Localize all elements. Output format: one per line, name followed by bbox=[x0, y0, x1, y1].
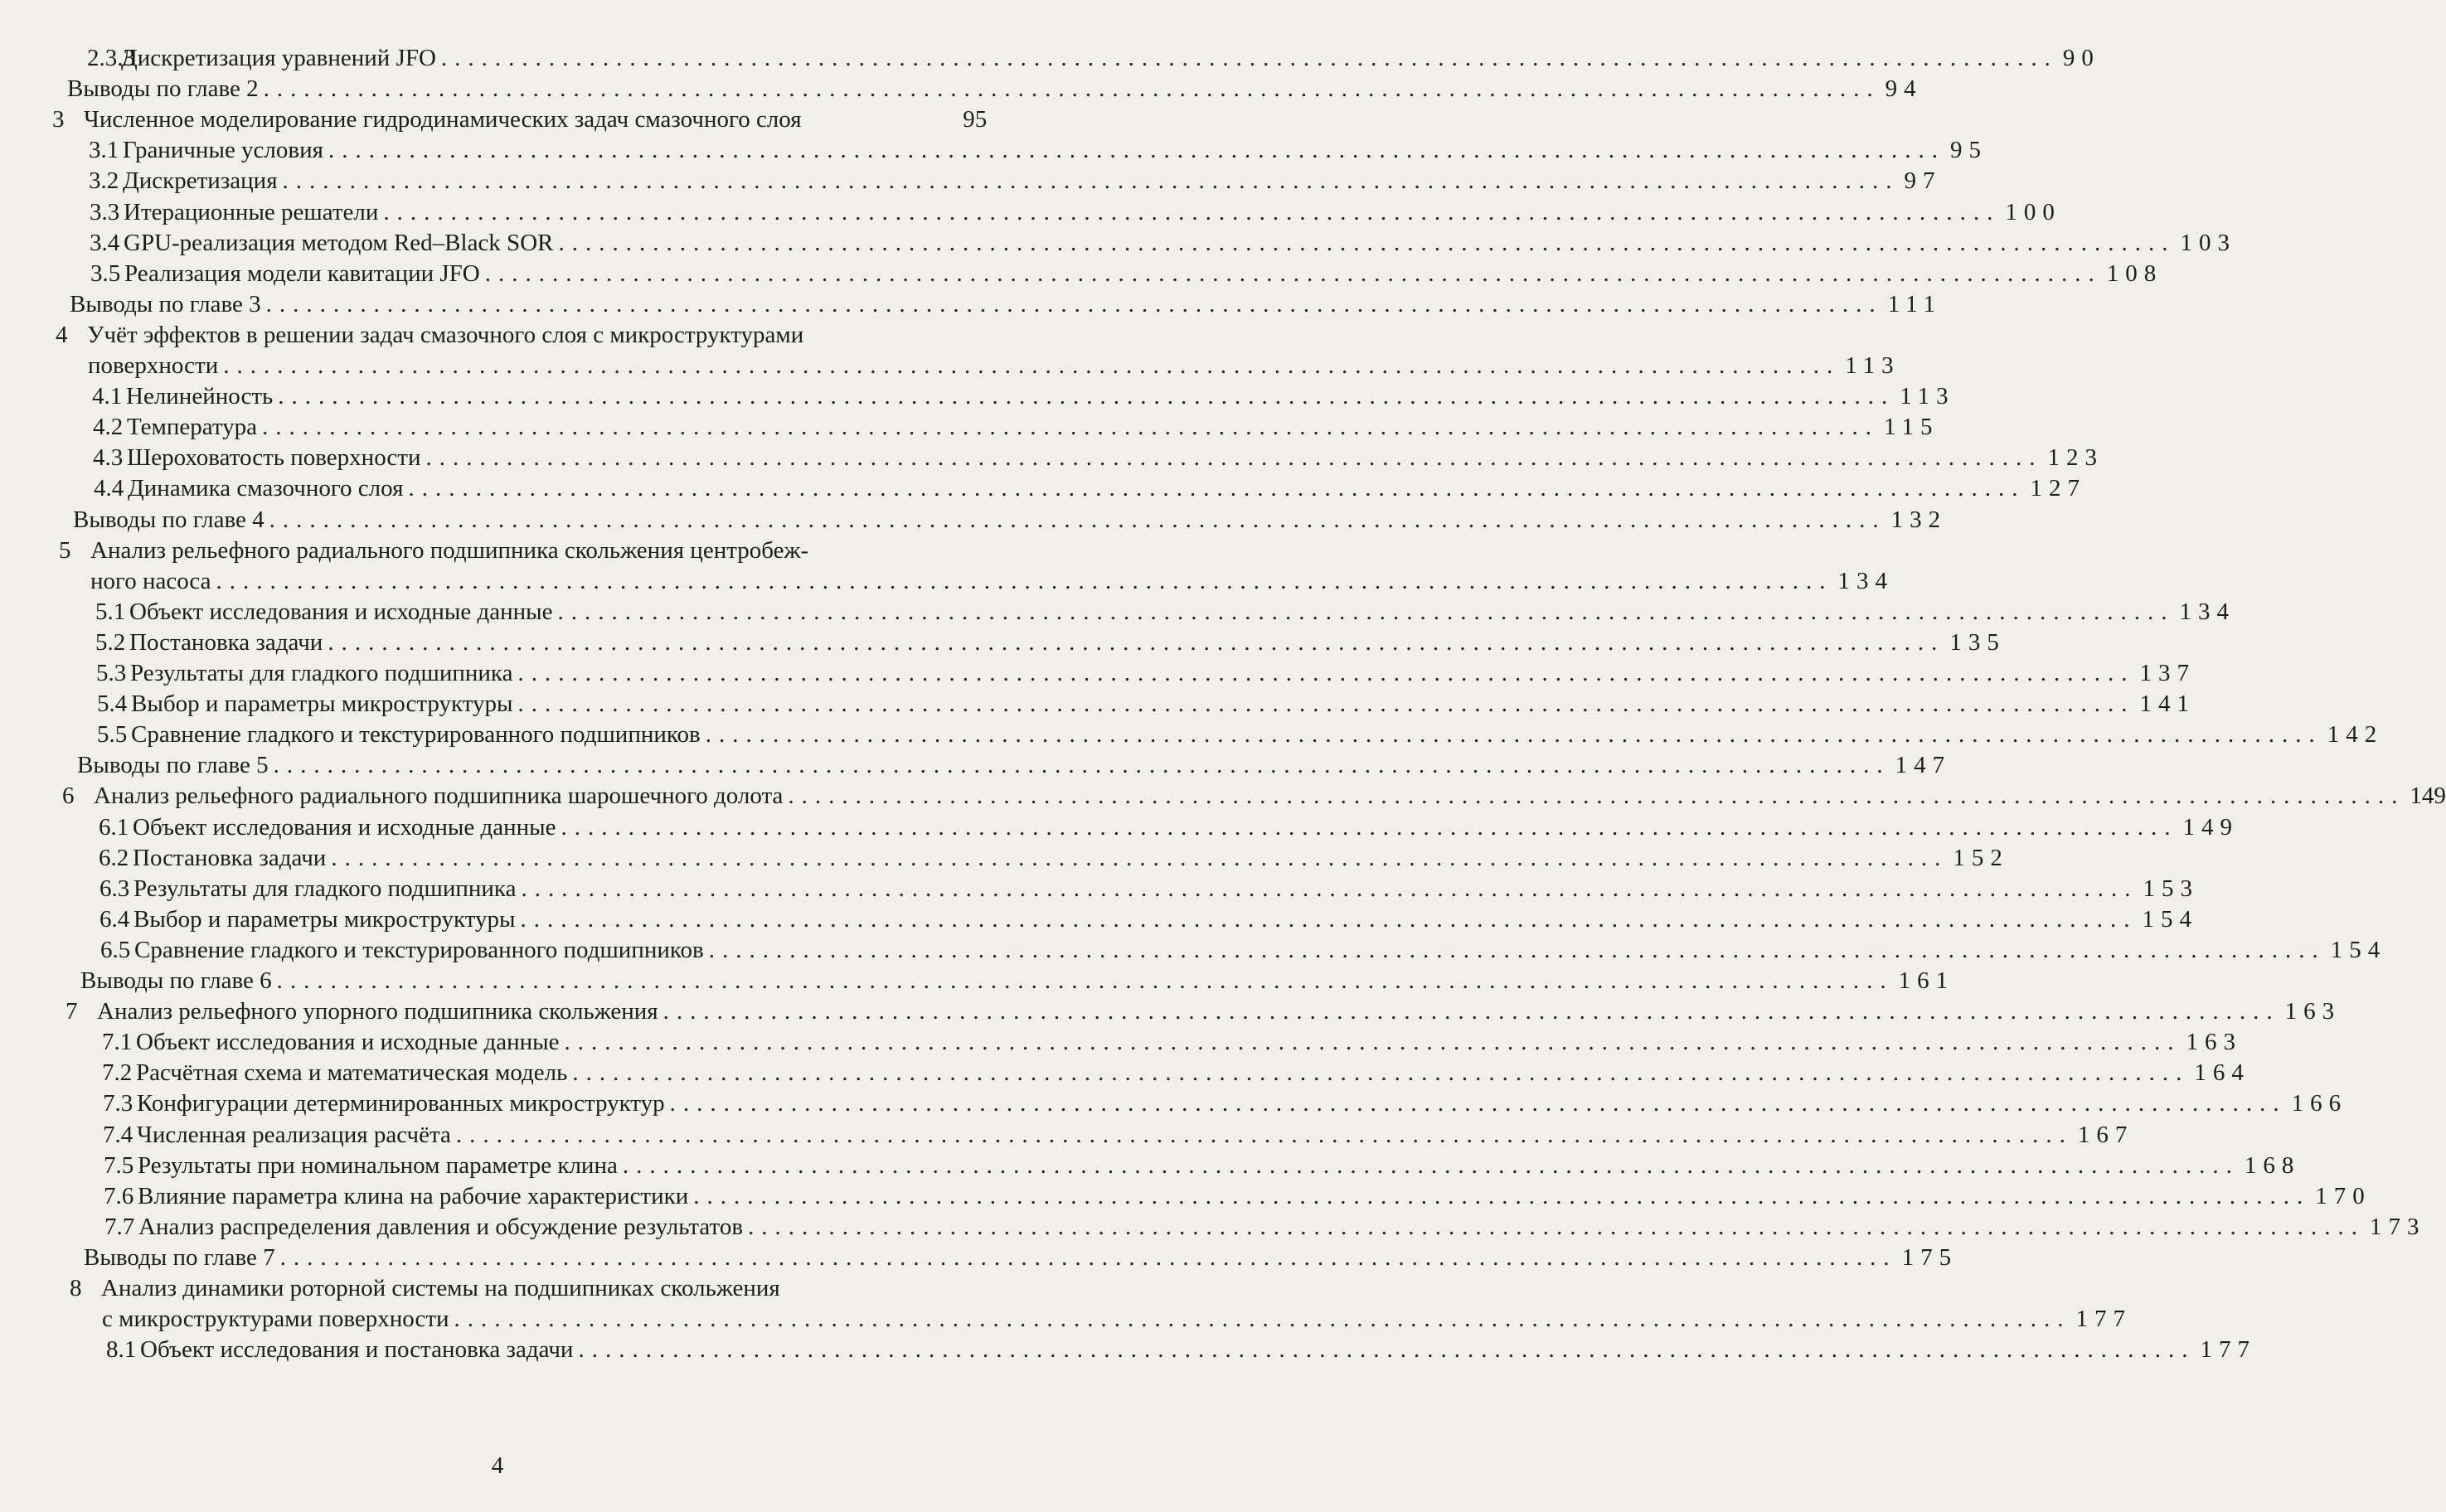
toc-entry-title: Постановка задачи bbox=[129, 628, 323, 656]
toc-entry-title: Выводы по главе 4 bbox=[73, 506, 264, 533]
toc-conclusion-entry bbox=[0, 72, 1923, 103]
toc-dot-leader: ........................................................................................................................ bbox=[578, 1336, 2196, 1364]
toc-dot-leader: ........................................................................................................................ bbox=[693, 1182, 2311, 1209]
toc-entry-page: 113 bbox=[1900, 383, 1955, 410]
toc-dot-leader: ........................................................................................................................ bbox=[705, 721, 2322, 749]
toc-entry-title: Граничные условия bbox=[123, 137, 323, 164]
toc-entry-page: 123 bbox=[2047, 444, 2104, 472]
toc-entry-page: 163 bbox=[2284, 998, 2342, 1025]
toc-entry-title: Выводы по главе 2 bbox=[67, 75, 259, 103]
toc-conclusion-entry bbox=[0, 288, 1943, 318]
toc-entry-title: Сравнение гладкого и текстурированного подшипников bbox=[134, 936, 704, 963]
toc-entry-number: 6.4 bbox=[99, 905, 130, 933]
toc-chapter-entry bbox=[0, 534, 1895, 595]
toc-entry-number: 3.1 bbox=[89, 137, 119, 164]
toc-section-entry bbox=[0, 257, 2163, 288]
toc-entry-title: Выводы по главе 6 bbox=[80, 967, 272, 994]
toc-entry-title: Выводы по главе 7 bbox=[84, 1243, 275, 1271]
toc-entry-title-continuation: с микроструктурами поверхности bbox=[102, 1306, 449, 1333]
toc-entry-title: Объект исследования и исходные данные bbox=[133, 813, 556, 841]
toc-entry-number: 4 bbox=[56, 321, 68, 348]
toc-entry-number: 5.1 bbox=[95, 598, 126, 625]
toc-entry-page: 166 bbox=[2291, 1090, 2348, 1117]
toc-entry-number: 3.4 bbox=[90, 229, 120, 256]
toc-entry-number: 4.2 bbox=[93, 414, 124, 441]
toc-entry-page: 168 bbox=[2244, 1151, 2301, 1179]
toc-conclusion-entry bbox=[0, 749, 1952, 779]
toc-dot-leader: ........................................................................................................................ bbox=[455, 1121, 2073, 1148]
toc-entry-number: 4.4 bbox=[94, 475, 124, 502]
toc-chapter-entry bbox=[0, 1272, 2133, 1333]
toc-entry-number: 7.2 bbox=[102, 1059, 133, 1087]
toc-entry-title: Динамика смазочного слоя bbox=[128, 475, 404, 502]
toc-entry-number: 4.1 bbox=[92, 383, 123, 410]
toc-entry-number: 6.3 bbox=[99, 875, 130, 902]
toc-section-entry bbox=[0, 933, 2387, 964]
toc-dot-leader: ........................................................................................................................ bbox=[273, 752, 1890, 779]
toc-entry-number: 3.2 bbox=[89, 167, 119, 195]
toc-dot-leader: ........................................................................................................................ bbox=[278, 383, 1895, 410]
toc-entry-number: 7.3 bbox=[103, 1090, 133, 1117]
toc-entry-number: 3 bbox=[52, 106, 65, 133]
toc-entry-number: 5 bbox=[59, 536, 71, 564]
toc-entry-title: Анализ рельефного радиального подшипника скольжения центробеж- bbox=[90, 536, 809, 564]
toc-entry-title: Результаты для гладкого подшипника bbox=[133, 875, 517, 902]
toc-entry-title: Численная реализация расчёта bbox=[137, 1121, 451, 1148]
toc-chapter-entry bbox=[0, 318, 1900, 380]
toc-entry-title: Постановка задачи bbox=[133, 844, 327, 871]
toc-entry-page: 147 bbox=[1895, 752, 1952, 779]
toc-entry-title: Анализ динамики роторной системы на подшипниках скольжения bbox=[101, 1275, 780, 1301]
toc-entry-number: 5.4 bbox=[97, 691, 128, 718]
toc-entry-number: 6 bbox=[62, 783, 75, 810]
toc-entry-title: Выбор и параметры микроструктуры bbox=[131, 691, 513, 718]
toc-entry-title: Влияние параметра клина на рабочие характеристики bbox=[138, 1182, 689, 1209]
toc-entry-title-continuation: поверхности bbox=[88, 351, 219, 379]
toc-entry-title: Выводы по главе 3 bbox=[70, 290, 261, 317]
toc-section-entry bbox=[0, 626, 2006, 657]
toc-section-entry bbox=[0, 1333, 2256, 1364]
toc-entry-title: Выводы по главе 5 bbox=[77, 752, 269, 779]
toc-entry-title: Объект исследования и постановка задачи bbox=[140, 1336, 574, 1364]
toc-section-entry bbox=[0, 1087, 2348, 1117]
toc-entry-title: Нелинейность bbox=[126, 383, 274, 410]
toc-entry-page: 161 bbox=[1898, 967, 1955, 994]
toc-dot-leader: ........................................................................................................................ bbox=[748, 1213, 2366, 1240]
toc-entry-page: 115 bbox=[1884, 414, 1939, 441]
toc-dot-leader: ........................................................................................................................ bbox=[662, 998, 2280, 1025]
toc-section-entry bbox=[0, 196, 2061, 226]
toc-entry-title: Расчётная схема и математическая модель bbox=[136, 1059, 568, 1087]
toc-section-entry bbox=[0, 811, 2240, 841]
toc-dot-leader: ........................................................................................................................ bbox=[282, 167, 1900, 195]
toc-entry-title: GPU-реализация методом Red–Black SOR bbox=[124, 229, 554, 256]
toc-dot-leader: ........................................................................................................................ bbox=[331, 844, 1949, 871]
toc-section-entry bbox=[0, 380, 1955, 410]
toc-section-entry bbox=[0, 903, 2199, 933]
toc-dot-leader: ........................................................................................................................ bbox=[561, 813, 2178, 841]
toc-entry-title: Температура bbox=[127, 414, 258, 441]
toc-entry-page: 95 bbox=[963, 106, 988, 133]
toc-entry-page: 173 bbox=[2370, 1213, 2426, 1240]
toc-entry-title: Выбор и параметры микроструктуры bbox=[133, 905, 516, 933]
toc-section-entry bbox=[0, 226, 2236, 257]
toc-entry-page: 154 bbox=[2142, 905, 2199, 933]
toc-section-entry bbox=[0, 687, 2196, 718]
toc-dot-leader: ........................................................................................................................ bbox=[328, 628, 1945, 656]
toc-entry-number: 7.4 bbox=[103, 1121, 133, 1148]
toc-entry-number: 7.1 bbox=[102, 1029, 133, 1056]
toc-section-entry bbox=[0, 472, 2086, 502]
toc-conclusion-entry bbox=[0, 503, 1948, 534]
toc-entry-title: Дискретизация уравнений JFO bbox=[121, 45, 436, 71]
toc-section-entry bbox=[0, 1025, 2243, 1056]
toc-entry-page: 134 bbox=[1837, 567, 1895, 594]
toc-entry-page: 103 bbox=[2180, 229, 2236, 256]
toc-entry-page: 141 bbox=[2139, 691, 2196, 718]
toc-entry-title: Численное моделирование гидродинамических задач смазочного слоя bbox=[84, 106, 802, 133]
toc-section-entry bbox=[0, 133, 1987, 164]
toc-section-entry bbox=[0, 595, 2236, 626]
toc-entry-number: 8 bbox=[70, 1275, 82, 1301]
toc-dot-leader: ........................................................................................................................ bbox=[520, 905, 2138, 933]
toc-entry-page: 177 bbox=[2200, 1336, 2256, 1364]
toc-dot-leader: ........................................................................................................................ bbox=[572, 1059, 2190, 1087]
toc-section-entry bbox=[0, 841, 2009, 872]
toc-chapter-entry bbox=[0, 103, 995, 133]
toc-entry-number: 8.1 bbox=[106, 1336, 137, 1364]
toc-entry-title: Объект исследования и исходные данные bbox=[136, 1029, 560, 1056]
toc-dot-leader: ........................................................................................................................ bbox=[557, 598, 2175, 625]
toc-entry-number: 6.2 bbox=[99, 844, 129, 871]
toc-entry-title: Конфигурации детерминированных микроструктур bbox=[137, 1090, 665, 1117]
toc-section-entry bbox=[0, 1118, 2134, 1149]
toc-dot-leader: ........................................................................................................................ bbox=[279, 1243, 1897, 1271]
toc-entry-page: 177 bbox=[2075, 1306, 2133, 1333]
toc-dot-leader: ........................................................................................................................ bbox=[517, 660, 2135, 686]
toc-entry-page: 90 bbox=[2062, 45, 2100, 71]
toc-section-entry bbox=[0, 657, 2196, 687]
toc-dot-leader: ........................................................................................................................ bbox=[328, 137, 1945, 164]
toc-dot-leader: ........................................................................................................................ bbox=[276, 967, 1894, 994]
toc-dot-leader: ........................................................................................................................ bbox=[788, 783, 2405, 810]
toc-entry-number: 5.2 bbox=[95, 628, 126, 656]
toc-entry-page: 127 bbox=[2030, 475, 2086, 502]
toc-dot-leader: ........................................................................................................................ bbox=[517, 691, 2135, 718]
toc-section-entry bbox=[0, 1180, 2371, 1210]
toc-entry-title: Анализ рельефного радиального подшипника шарошечного долота bbox=[94, 783, 784, 810]
toc-entry-page: 154 bbox=[2330, 936, 2387, 963]
toc-conclusion-entry bbox=[0, 964, 1955, 995]
toc-entry-number: 6.5 bbox=[100, 936, 131, 963]
toc-dot-leader: ........................................................................................................................ bbox=[425, 444, 2043, 472]
toc-entry-title: Дискретизация bbox=[123, 167, 278, 195]
toc-dot-leader: ........................................................................................................................ bbox=[669, 1090, 2287, 1117]
toc-entry-page: 170 bbox=[2315, 1182, 2371, 1209]
toc-entry-number: 7.6 bbox=[104, 1182, 134, 1209]
toc-dot-leader: ........................................................................................................................ bbox=[263, 75, 1881, 103]
toc-entry-page: 163 bbox=[2186, 1029, 2243, 1056]
toc-entry-title: Анализ рельефного упорного подшипника скольжения bbox=[97, 998, 658, 1025]
toc-entry-page: 149 bbox=[2182, 813, 2240, 841]
toc-entry-page: 135 bbox=[1949, 628, 2006, 656]
toc-dot-leader: ........................................................................................................................ bbox=[216, 567, 1833, 594]
toc-entry-title-continuation: ного насоса bbox=[90, 567, 211, 594]
toc-entry-page: 108 bbox=[2106, 259, 2163, 287]
toc-dot-leader: ........................................................................................................................ bbox=[383, 198, 2001, 225]
toc-section-entry bbox=[0, 1210, 2426, 1241]
toc-entry-page: 113 bbox=[1845, 351, 1900, 379]
toc-entry-number: 4.3 bbox=[93, 444, 124, 472]
toc-entry-page: 164 bbox=[2194, 1059, 2250, 1087]
toc-entry-title: Реализация модели кавитации JFO bbox=[124, 259, 480, 287]
toc-entry-number: 6.1 bbox=[99, 813, 129, 841]
toc-entry-page: 153 bbox=[2143, 875, 2199, 902]
toc-dot-leader: ........................................................................................................................ bbox=[564, 1029, 2182, 1056]
toc-chapter-entry bbox=[0, 995, 2342, 1025]
toc-entry-page: 94 bbox=[1885, 75, 1923, 103]
toc-dot-leader: ........................................................................................................................ bbox=[269, 506, 1886, 533]
toc-dot-leader: ........................................................................................................................ bbox=[440, 45, 2058, 71]
toc-entry-page: 142 bbox=[2327, 721, 2384, 749]
toc-section-entry bbox=[0, 164, 1942, 195]
toc-section-entry bbox=[0, 1056, 2250, 1087]
toc-entry-number: 5.3 bbox=[96, 660, 127, 686]
toc-entry-number: 3.5 bbox=[90, 259, 121, 287]
toc-entry-title: Итерационные решатели bbox=[124, 198, 379, 225]
toc-dot-leader: ........................................................................................................................ bbox=[265, 290, 1883, 317]
toc-entry-page: 132 bbox=[1890, 506, 1948, 533]
toc-entry-page: 97 bbox=[1904, 167, 1942, 195]
toc-section-entry bbox=[0, 718, 2384, 749]
toc-entry-page: 137 bbox=[2139, 660, 2196, 686]
toc-entry-title: Шероховатость поверхности bbox=[127, 444, 421, 472]
toc-chapter-entry bbox=[0, 779, 2446, 810]
toc-conclusion-entry bbox=[0, 1241, 1958, 1272]
toc-entry-title: Результаты для гладкого подшипника bbox=[130, 660, 513, 686]
toc-dot-leader: ........................................................................................................................ bbox=[408, 475, 2026, 502]
toc-entry-number: 7.7 bbox=[104, 1213, 135, 1240]
toc-entry-number: 7 bbox=[66, 998, 78, 1025]
toc-section-entry bbox=[0, 872, 2199, 903]
toc-entry-title: Анализ распределения давления и обсуждение результатов bbox=[138, 1213, 744, 1240]
toc-dot-leader: ........................................................................................................................ bbox=[454, 1306, 2071, 1333]
toc-entry-title: Результаты при номинальном параметре клина bbox=[138, 1151, 618, 1179]
page-number: 4 bbox=[491, 1452, 504, 1479]
toc-dot-leader: ........................................................................................................................ bbox=[708, 936, 2326, 963]
toc-entry-title: Объект исследования и исходные данные bbox=[129, 598, 553, 625]
toc-entry-page: 167 bbox=[2077, 1121, 2134, 1148]
toc-entry-number: 2.3.3 bbox=[87, 45, 135, 71]
toc-section-entry bbox=[0, 1149, 2301, 1180]
toc-entry-page: 95 bbox=[1949, 137, 1987, 164]
toc-entry-page: 152 bbox=[1953, 844, 2009, 871]
toc-dot-leader: ........................................................................................................................ bbox=[223, 351, 1841, 379]
toc-entry-page: 175 bbox=[1901, 1243, 1958, 1271]
toc-section-entry bbox=[0, 410, 1939, 441]
toc-entry-number: 3.3 bbox=[90, 198, 120, 225]
toc-entry-title: Сравнение гладкого и текстурированного подшипников bbox=[131, 721, 701, 749]
toc-dot-leader: ........................................................................................................................ bbox=[484, 259, 2102, 287]
toc-entry-page: 111 bbox=[1887, 290, 1943, 317]
toc-entry-title: Учёт эффектов в решении задач смазочного слоя с микроструктурами bbox=[87, 321, 804, 348]
toc-section-entry bbox=[0, 41, 2100, 72]
toc-section-entry bbox=[0, 441, 2104, 472]
toc-entry-page: 100 bbox=[2005, 198, 2061, 225]
toc-entry-number: 7.5 bbox=[104, 1151, 134, 1179]
toc-dot-leader: ........................................................................................................................ bbox=[262, 414, 1880, 441]
toc-dot-leader: ........................................................................................................................ bbox=[622, 1151, 2240, 1179]
toc-entry-page: 134 bbox=[2179, 598, 2236, 625]
toc-entry-number: 5.5 bbox=[97, 721, 128, 749]
toc-dot-leader: ........................................................................................................................ bbox=[521, 875, 2138, 902]
toc-dot-leader: ........................................................................................................................ bbox=[558, 229, 2176, 256]
toc-entry-page: 149 bbox=[2410, 783, 2446, 810]
